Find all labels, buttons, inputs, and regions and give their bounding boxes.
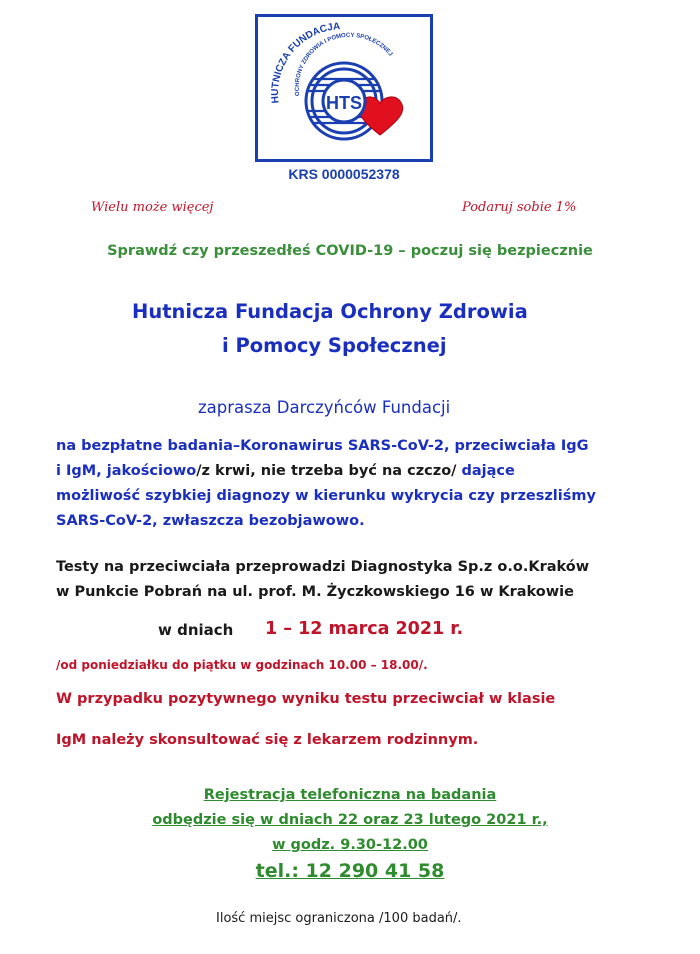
foundation-name-line1: Hutnicza Fundacja Ochrony Zdrowia [132, 300, 528, 323]
warning-line2: IgM należy skonsultować się z lekarzem rodzinnym. [56, 732, 479, 748]
logo-arc-text-2: OCHRONY ZDROWIA I POMOCY SPOŁECZNEJ [294, 32, 394, 97]
registration-line2: odbędzie się w dniach 22 oraz 23 lutego 2021 r., [152, 812, 548, 828]
foundation-logo [255, 14, 433, 162]
testing-info [56, 555, 666, 605]
testing-info-line2: w Punkcie Pobrań na ul. prof. M. Życzkowskiego 16 w Krakowie [56, 584, 574, 600]
description-line1: na bezpłatne badania–Koronawirus SARS-CoV-2, przeciwciała IgG [56, 438, 589, 454]
phone-number: tel.: 12 290 41 58 [255, 860, 445, 882]
logo-monogram: HTS [326, 93, 362, 113]
testing-info-line1: Testy na przeciwciała przeprowadzi Diagnostyka Sp.z o.o.Kraków [56, 559, 590, 575]
description-line2: i IgM, jakościowo/z krwi, nie trzeba być na czczo/ dające [56, 463, 515, 479]
slogan-right: Podaruj sobie 1% [462, 200, 577, 215]
warning-line1: W przypadku pozytywnego wyniku testu przeciwciał w klasie [56, 691, 556, 707]
description-line4: SARS-CoV-2, zwłaszcza bezobjawowo. [56, 513, 365, 529]
foundation-name-line2: i Pomocy Społecznej [222, 334, 447, 357]
registration-line3: w godz. 9.30-12.00 [272, 837, 428, 853]
invitation: zaprasza Darczyńców Fundacji [198, 398, 451, 417]
logo-graphic [258, 17, 430, 159]
description-paragraph [56, 434, 656, 534]
opening-hours: /od poniedziałku do piątku w godzinach 10.00 – 18.00/. [56, 658, 428, 672]
slogan-left: Wielu może więcej [91, 200, 214, 215]
registration-line1: Rejestracja telefoniczna na badania [203, 787, 497, 803]
dates-value: 1 – 12 marca 2021 r. [265, 619, 464, 639]
limit-note: Ilość miejsc ograniczona /100 badań/. [216, 911, 462, 926]
headline: Sprawdź czy przeszedłeś COVID-19 – poczuj się bezpiecznie [107, 243, 593, 259]
description-line3: możliwość szybkiej diagnozy w kierunku wykrycia czy przeszliśmy [56, 488, 596, 504]
dates-label: w dniach [158, 621, 234, 639]
krs-number: KRS 0000052378 [288, 166, 400, 182]
logo-arc-text-1: HUTNICZA FUNDACJA [269, 21, 341, 104]
